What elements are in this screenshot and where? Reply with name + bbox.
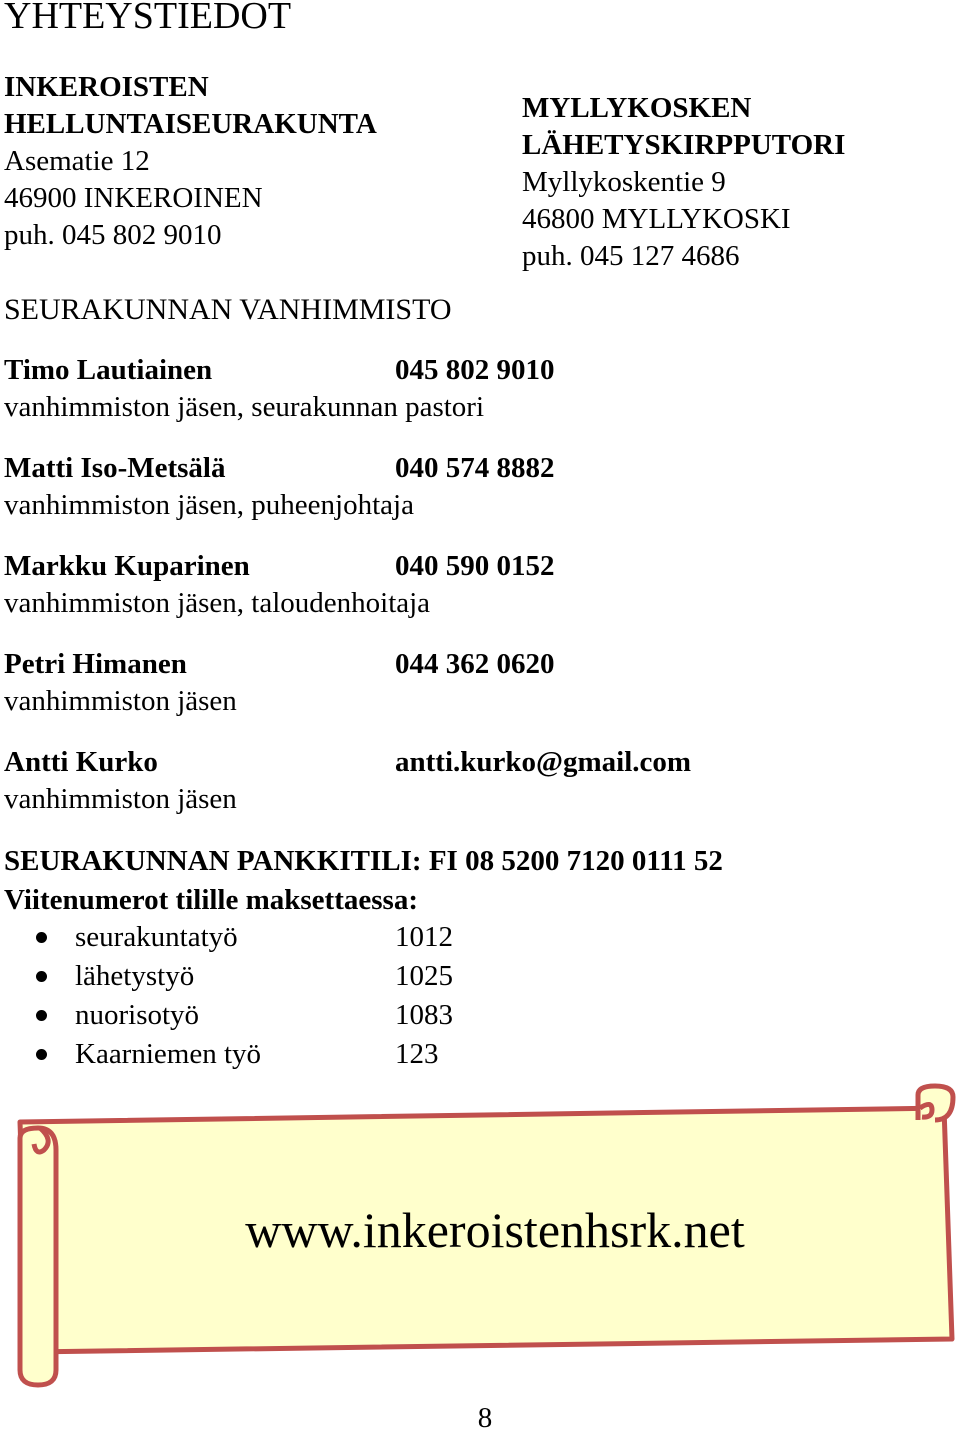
elder-role: vanhimmiston jäsen [4,685,237,717]
elder-entry [4,646,764,720]
elder-entry [4,450,764,524]
bullet-icon [36,1049,47,1060]
elder-role: vanhimmiston jäsen, seurakunnan pastori [4,391,485,423]
elder-entry [4,744,764,818]
bullet-icon [36,1010,47,1021]
reference-label: seurakuntatyö [75,921,238,953]
church-address-block [4,69,377,254]
website-url[interactable]: www.inkeroistenhsrk.net [245,1202,745,1258]
reference-heading: Viitenumerot tilille maksettaessa: [4,884,418,916]
thrift-store-name-line1: MYLLYKOSKEN [522,92,752,124]
reference-number: 1012 [395,921,453,953]
elder-role: vanhimmiston jäsen, taloudenhoitaja [4,587,431,619]
reference-number: 123 [395,1038,439,1070]
page-number: 8 [477,1402,493,1434]
reference-label: nuorisotyö [75,999,200,1031]
elder-name: Petri Himanen [4,648,187,680]
thrift-store-address-block [522,90,845,275]
elder-phone: 044 362 0620 [395,648,555,680]
elders-heading: SEURAKUNNAN VANHIMMISTO [4,293,452,326]
bullet-icon [36,971,47,982]
church-name-line1: INKEROISTEN [4,71,209,103]
church-street: Asematie 12 [4,145,150,177]
thrift-store-street: Myllykoskentie 9 [522,166,726,198]
elder-entry [4,352,764,426]
thrift-store-phone: puh. 045 127 4686 [522,240,740,272]
elder-phone: 040 590 0152 [395,550,555,582]
elder-name: Markku Kuparinen [4,550,250,582]
reference-number: 1083 [395,999,453,1031]
bank-info [4,842,723,920]
elder-email-link[interactable]: antti.kurko@gmail.com [395,746,692,778]
thrift-store-name-line2: LÄHETYSKIRPPUTORI [522,129,846,161]
reference-label: lähetystyö [75,960,195,992]
reference-number: 1025 [395,960,453,992]
page-title: YHTEYSTIEDOT [4,0,292,37]
elder-phone: 040 574 8882 [395,452,555,484]
church-name-line2: HELLUNTAISEURAKUNTA [4,108,377,140]
elder-name: Matti Iso-Metsälä [4,452,226,484]
thrift-store-postal: 46800 MYLLYKOSKI [522,203,791,235]
elder-name: Timo Lautiainen [4,354,213,386]
elder-phone: 045 802 9010 [395,354,555,386]
elder-role: vanhimmiston jäsen, puheenjohtaja [4,489,414,521]
elder-name: Antti Kurko [4,746,158,778]
reference-label: Kaarniemen työ [75,1038,262,1070]
church-phone: puh. 045 802 9010 [4,219,222,251]
bank-account-line: SEURAKUNNAN PANKKITILI: FI 08 5200 7120 0111 52 [4,845,723,877]
church-postal: 46900 INKEROINEN [4,182,263,214]
elder-role: vanhimmiston jäsen [4,783,237,815]
bullet-icon [36,932,47,943]
elder-entry [4,548,764,622]
